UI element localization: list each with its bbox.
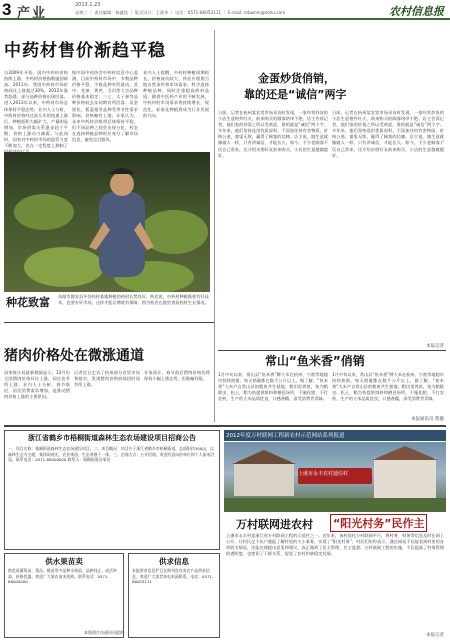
feature-photo-title: 上虞市永丰农村通信村 — [298, 471, 349, 477]
herbs-col-2: 据中国中药协会中药材信息中心监测，目前中药材市场中，多数品种价格平稳，少数品种有所波动。其中，党参、黄芪、当归等大宗品种价格基本稳定；三七、太子参等品种价格较去年同期有所回落；而金银花、板蓝根等品种受季节性需求影响，价格略有上涨。专家认为，未来中药材价格将总体保持平稳，但不同品种之间会出现分化，药农在选择种植品种时应充分了解市场信息，避免盲目跟风。 — [72, 70, 138, 143]
feature-headline-2: “阳光村务”民作主 — [330, 514, 427, 532]
header-date: 2013.1.23 — [75, 2, 101, 8]
fish-body-col-2: 1月中旬以来，常山县“鱼米香”牌大米在杭州、宁波等地超市持续热销，每天销量都在数千公斤以上。据了解，“鱼米香”大米产自常山县的稻鱼共生基地，稻田里养鱼，鱼为稻除虫、松土，稻为鱼提供饵料和栖息场所，不施化肥、不打农药，生产的大米品质优良，口感香糯，深受消费者青睐。 — [332, 372, 444, 402]
divider — [218, 350, 446, 351]
herbs-headline: 中药材售价渐趋平稳 — [4, 41, 166, 61]
newspaper-name: 农村信息报 — [389, 5, 444, 18]
herbs-photo — [4, 152, 210, 292]
demand-title: 供求信息 — [159, 557, 189, 566]
herbs-photo-label: 种花致富 — [6, 296, 50, 309]
divider — [4, 425, 446, 427]
page-number: 3 — [2, 0, 12, 19]
header-meta: 星期三 ｜ 责任编辑：杨捷凯 ｜ 版式设计：王燕华 ｜ 电话：0571-86053111 ｜ E-mail: mbwnm@sohu.com — [75, 10, 286, 15]
gold-body-col-1: 日前，记者在杭州某农贸市场采访时发现，一家经营炒货的小店生意格外红火，前来购买的顾客络绎不绝。店主告诉记者，他们家的炒货之所以受欢迎，靠的就是“诚信”两个字。多年来，他们坚持选用优质原料，不添加任何有害物质，价格公道，童叟无欺，赢得了顾客的信赖。店主说，做生意就像做人一样，只有讲诚信，才能长久。如今，不少老顾客不仅自己常来，还介绍亲朋好友前来购买，小店的生意越做越好。 — [218, 110, 328, 158]
demand-body: 本报供求信息栏目长期刊登各类农产品供求信息，欢迎广大读者来电来函联系。电话：0571-86053111 — [132, 568, 214, 584]
column-divider — [214, 30, 215, 422]
footer-note: 本版图片由通讯员提供 — [84, 630, 124, 635]
notice-title: 浙江省鹤乡市梧桐街道森林生态农场建设项目招商公告 — [28, 434, 196, 442]
pork-col-3: 专家预计，春节前后猪肉价格仍将保持小幅上涨态势，但涨幅有限。 — [144, 370, 210, 382]
feature-byline: 本报记者 — [426, 633, 444, 638]
gold-headline-line2: 靠的还是“诚信”两字 — [244, 88, 347, 101]
feature-banner-text: 2012年度万村联网工程新农村示范网站系列报道 — [226, 433, 345, 439]
divider — [4, 322, 214, 323]
section-name: 产业 — [17, 6, 48, 21]
gold-byline: 本报记者 — [426, 344, 444, 349]
feature-photo — [224, 442, 446, 512]
herbs-col-1: 自2009年开始，国内中药材价格持续上涨，中药材价格指数屡创新高。2011年，我国中药材市场价格同比上涨超过30%，2012年涨势趋缓，部分品种价格出现回落。进入2013年以来，中药材市场总体保持平稳态势。业内人士分析，中药材价格经过前几年的快速上涨后，种植面积大幅扩大，产量明显增加，市场供需关系逐步趋于平衡，价格上涨动力减弱。与此同时，国家对中药材市场的监管力度不断加大，也在一定程度上抑制了 — [4, 70, 68, 149]
farmer-photo-illustration — [4, 152, 210, 292]
feature-body: 上虞市永丰村是浙江省万村联网工程的示范村之一。近年来，该村依托万村联网平台，将村务、财务等信息及时在网上公开，让村民足不出户就能了解村里的大小事务，实现了“阳光村务”。村民们纷纷表示，通过网站不仅能看到村里的各项收支情况，还能在线提出意见和建议，真正做到了民主管理、民主监督。万村联网工程的实施，不仅提高了村务管理的透明度，也密切了干群关系，促进了农村和谐稳定发展。 — [226, 533, 444, 557]
fish-byline: 本报通讯员 程靓 — [411, 417, 444, 422]
supply-body: 供优质葡萄苗、梨苗、桃苗等多品种水果苗，品种纯正，成活率高，价格优惠，欢迎广大果农前来选购。联系电话：0571-86000000 — [8, 568, 117, 584]
village-photo-illustration — [224, 442, 446, 512]
feature-headline-1: 万村联网进农村 — [236, 518, 313, 531]
herbs-photo-caption: 东阳市磐安县多处药材基地种植的药材长势良好。药农说，中药材种植既要有好技术，也要有好市场，这样才能让增收有保障。图为药农在地里查看药材生长情况。 — [58, 294, 209, 305]
fish-body-col-1: 1月中旬以来，常山县“鱼米香”牌大米在杭州、宁波等地超市持续热销，每天销量都在数千公斤以上。据了解，“鱼米香”大米产自常山县的稻鱼共生基地，稻田里养鱼，鱼为稻除虫、松土，稻为鱼提供饵料和栖息场所，不施化肥、不打农药，生产的大米品质优良，口感香糯，深受消费者青睐。 — [218, 372, 328, 402]
gold-body-col-2: 日前，记者在杭州某农贸市场采访时发现，一家经营炒货的小店生意格外红火，前来购买的顾客络绎不绝。店主告诉记者，他们家的炒货之所以受欢迎，靠的就是“诚信”两个字。多年来，他们坚持选用优质原料，不添加任何有害物质，价格公道，童叟无欺，赢得了顾客的信赖。店主说，做生意就像做人一样，只有讲诚信，才能长久。如今，不少老顾客不仅自己常来，还介绍亲朋好友前来购买，小店的生意越做越好。 — [332, 110, 444, 158]
gold-headline-line1: 金蛋炒货俏销， — [258, 72, 335, 85]
pork-col-2: 记者近日走访了杭州部分农贸市场和超市，发现猪肉价格较前段时间有所上涨。 — [74, 370, 140, 388]
supply-title: 供水果苗卖 — [45, 557, 83, 566]
fish-headline: 常山“鱼米香”俏销 — [265, 354, 365, 368]
notice-body: 一、项目名称：梧桐街道森林生态农场建设项目。二、项目概况：项目位于浙江省鹤乡市梧桐街道，总面积约300亩，以森林生态为主题，集休闲观光、农业体验、生态养殖于一体。三、招商方式：公开招商，欢迎有意向的单位和个人前来洽谈。联系电话：0571-88000000 联系人：梧桐街道办事处 — [8, 446, 215, 462]
pork-col-1: 国家统计局最新数据显示，12月份全国猪肉价格环比上涨，同比也有所上涨。业内人士分析，春节临近，居民消费需求增加，是推动猪肉价格上涨的主要原因。 — [4, 370, 70, 400]
pork-headline: 猪肉价格处在微涨通道 — [4, 348, 144, 364]
herbs-col-3: 业内人士提醒，中药材种植周期较长，价格波动较大，药农应根据当地自然条件和市场需求，科学选择种植品种，同时注重提高药材品质。随着中医药产业的不断发展，中药材的市场需求将持续增长，规范化、标准化种植将成为行业发展的方向。 — [143, 70, 209, 118]
